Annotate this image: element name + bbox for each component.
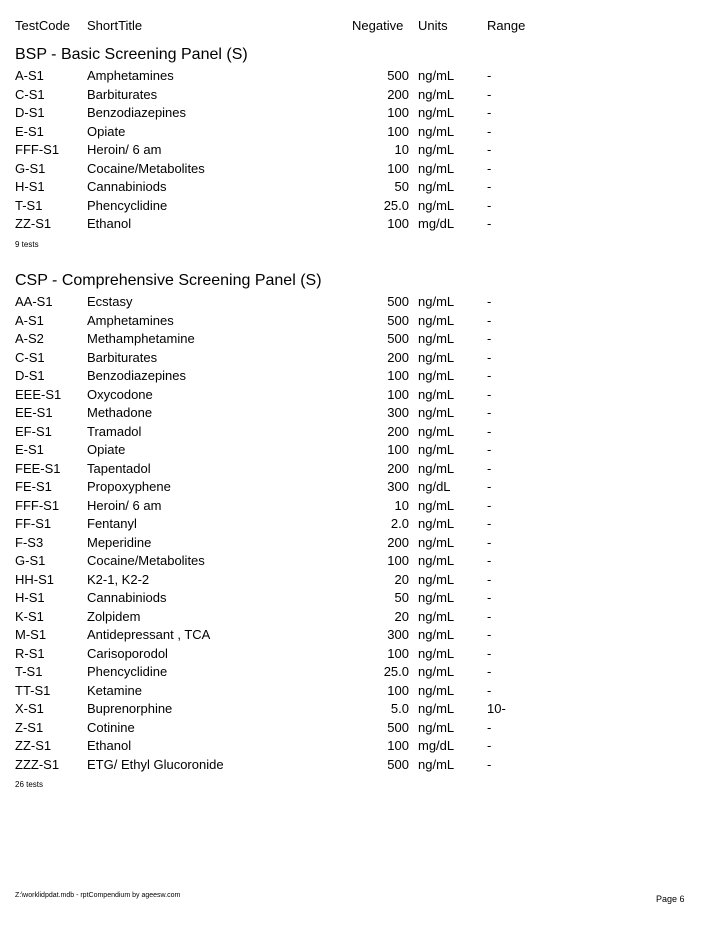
short-title: Cocaine/Metabolites bbox=[87, 160, 205, 176]
test-code: X-S1 bbox=[15, 701, 44, 716]
negative-cutoff: 300 bbox=[387, 627, 409, 642]
table-row bbox=[0, 700, 709, 719]
units: mg/dL bbox=[418, 216, 455, 231]
test-code: EEE-S1 bbox=[15, 386, 62, 402]
negative-cutoff: 100 bbox=[387, 442, 409, 457]
units: ng/mL bbox=[418, 442, 455, 457]
section-title: CSP - Comprehensive Screening Panel (S) bbox=[15, 272, 322, 289]
range: - bbox=[487, 349, 492, 365]
short-title: Heroin/ 6 am bbox=[87, 142, 162, 157]
short-title: Ecstasy bbox=[87, 294, 133, 309]
units: ng/mL bbox=[418, 68, 455, 83]
range: - bbox=[487, 627, 492, 642]
negative-cutoff: 100 bbox=[387, 160, 409, 176]
units: ng/mL bbox=[418, 331, 455, 346]
units: ng/mL bbox=[418, 405, 455, 420]
negative-cutoff: 50 bbox=[394, 590, 409, 605]
units: ng/mL bbox=[418, 534, 455, 550]
units: ng/dL bbox=[418, 479, 451, 494]
units: ng/mL bbox=[418, 664, 455, 679]
range: - bbox=[487, 105, 492, 120]
column-header-range: Range bbox=[487, 18, 526, 33]
negative-cutoff: 100 bbox=[387, 386, 409, 402]
units: ng/mL bbox=[418, 294, 455, 309]
negative-cutoff: 500 bbox=[387, 68, 409, 83]
range: - bbox=[487, 682, 492, 698]
test-code: K-S1 bbox=[15, 608, 44, 624]
negative-cutoff: 100 bbox=[387, 123, 409, 139]
range: - bbox=[487, 590, 492, 605]
table-row bbox=[0, 719, 709, 738]
table-row bbox=[0, 626, 709, 645]
test-code: FF-S1 bbox=[15, 516, 52, 531]
units: ng/mL bbox=[418, 645, 455, 661]
test-count: 26 tests bbox=[15, 780, 44, 789]
range: - bbox=[487, 553, 492, 568]
negative-cutoff: 200 bbox=[387, 423, 409, 439]
test-code: R-S1 bbox=[15, 645, 45, 661]
units: ng/mL bbox=[418, 197, 455, 213]
test-code: M-S1 bbox=[15, 627, 47, 642]
units: ng/mL bbox=[418, 756, 455, 772]
short-title: Phencyclidine bbox=[87, 664, 168, 679]
negative-cutoff: 200 bbox=[387, 534, 409, 550]
range: - bbox=[487, 738, 492, 753]
range: - bbox=[487, 123, 492, 139]
units: ng/mL bbox=[418, 86, 455, 102]
short-title: Opiate bbox=[87, 442, 126, 457]
column-header-negative: Negative bbox=[352, 18, 404, 33]
range: - bbox=[487, 608, 492, 624]
test-count: 9 tests bbox=[15, 240, 39, 249]
range: - bbox=[487, 442, 492, 457]
negative-cutoff: 500 bbox=[387, 331, 409, 346]
range: - bbox=[487, 368, 492, 383]
short-title: Cotinine bbox=[87, 719, 135, 735]
short-title: Propoxyphene bbox=[87, 479, 171, 494]
units: ng/mL bbox=[418, 123, 455, 139]
table-row bbox=[0, 682, 709, 701]
test-code: ZZZ-S1 bbox=[15, 756, 60, 772]
table-row bbox=[0, 178, 709, 197]
range: - bbox=[487, 516, 492, 531]
short-title: Cocaine/Metabolites bbox=[87, 553, 205, 568]
range: - bbox=[487, 423, 492, 439]
table-row bbox=[0, 534, 709, 553]
test-code: E-S1 bbox=[15, 123, 44, 139]
test-code: H-S1 bbox=[15, 590, 45, 605]
short-title: Amphetamines bbox=[87, 312, 174, 328]
table-row bbox=[0, 423, 709, 442]
test-code: D-S1 bbox=[15, 368, 45, 383]
table-row bbox=[0, 515, 709, 534]
table-row bbox=[0, 160, 709, 179]
range: - bbox=[487, 460, 492, 476]
table-row bbox=[0, 386, 709, 405]
units: ng/mL bbox=[418, 497, 455, 513]
section-rows bbox=[0, 293, 709, 774]
test-code: A-S1 bbox=[15, 312, 44, 328]
table-row bbox=[0, 123, 709, 142]
range: - bbox=[487, 719, 492, 735]
short-title: Ethanol bbox=[87, 738, 132, 753]
short-title: Tramadol bbox=[87, 423, 142, 439]
range: - bbox=[487, 756, 492, 772]
negative-cutoff: 300 bbox=[387, 479, 409, 494]
short-title: Buprenorphine bbox=[87, 701, 173, 716]
units: ng/mL bbox=[418, 312, 455, 328]
short-title: Barbiturates bbox=[87, 349, 158, 365]
range: - bbox=[487, 142, 492, 157]
units: ng/mL bbox=[418, 553, 455, 568]
units: ng/mL bbox=[418, 719, 455, 735]
short-title: Amphetamines bbox=[87, 68, 174, 83]
table-row bbox=[0, 645, 709, 664]
table-row bbox=[0, 497, 709, 516]
test-code: C-S1 bbox=[15, 86, 45, 102]
range: - bbox=[487, 68, 492, 83]
table-row bbox=[0, 478, 709, 497]
short-title: Methadone bbox=[87, 405, 153, 420]
short-title: Zolpidem bbox=[87, 608, 141, 624]
table-row bbox=[0, 141, 709, 160]
test-code: EE-S1 bbox=[15, 405, 53, 420]
test-code: ZZ-S1 bbox=[15, 216, 52, 231]
short-title: Phencyclidine bbox=[87, 197, 168, 213]
table-row bbox=[0, 312, 709, 331]
table-row bbox=[0, 349, 709, 368]
negative-cutoff: 300 bbox=[387, 405, 409, 420]
short-title: Benzodiazepines bbox=[87, 105, 187, 120]
units: ng/mL bbox=[418, 423, 455, 439]
range: - bbox=[487, 197, 492, 213]
units: ng/mL bbox=[418, 349, 455, 365]
short-title: Cannabiniods bbox=[87, 179, 167, 194]
table-row bbox=[0, 663, 709, 682]
range: - bbox=[487, 294, 492, 309]
negative-cutoff: 500 bbox=[387, 719, 409, 735]
table-row bbox=[0, 67, 709, 86]
test-code: EF-S1 bbox=[15, 423, 52, 439]
units: ng/mL bbox=[418, 627, 455, 642]
table-row bbox=[0, 608, 709, 627]
units: ng/mL bbox=[418, 460, 455, 476]
table-row bbox=[0, 737, 709, 756]
short-title: Tapentadol bbox=[87, 460, 151, 476]
range: 10- bbox=[487, 701, 506, 716]
negative-cutoff: 500 bbox=[387, 294, 409, 309]
table-row bbox=[0, 367, 709, 386]
table-row bbox=[0, 86, 709, 105]
short-title: Heroin/ 6 am bbox=[87, 497, 162, 513]
test-code: Z-S1 bbox=[15, 719, 44, 735]
units: ng/mL bbox=[418, 701, 455, 716]
short-title: Oxycodone bbox=[87, 386, 153, 402]
table-row bbox=[0, 571, 709, 590]
short-title: Cannabiniods bbox=[87, 590, 167, 605]
negative-cutoff: 50 bbox=[394, 179, 409, 194]
table-row bbox=[0, 330, 709, 349]
negative-cutoff: 10 bbox=[394, 142, 409, 157]
units: ng/mL bbox=[418, 386, 455, 402]
negative-cutoff: 200 bbox=[387, 349, 409, 365]
units: ng/mL bbox=[418, 368, 455, 383]
page-number: Page 6 bbox=[656, 894, 685, 904]
test-code: FE-S1 bbox=[15, 479, 52, 494]
units: ng/mL bbox=[418, 590, 455, 605]
short-title: Carisoporodol bbox=[87, 645, 168, 661]
table-row bbox=[0, 215, 709, 234]
range: - bbox=[487, 86, 492, 102]
negative-cutoff: 20 bbox=[394, 571, 409, 587]
units: ng/mL bbox=[418, 160, 455, 176]
range: - bbox=[487, 160, 492, 176]
test-code: TT-S1 bbox=[15, 682, 51, 698]
table-row bbox=[0, 756, 709, 775]
range: - bbox=[487, 216, 492, 231]
table-row bbox=[0, 293, 709, 312]
negative-cutoff: 2.0 bbox=[390, 516, 409, 531]
negative-cutoff: 100 bbox=[387, 105, 409, 120]
table-row bbox=[0, 589, 709, 608]
column-header-testcode: TestCode bbox=[15, 18, 70, 33]
column-header-shorttitle: ShortTitle bbox=[87, 18, 143, 33]
short-title: Ketamine bbox=[87, 682, 142, 698]
units: ng/mL bbox=[418, 571, 455, 587]
test-code: ZZ-S1 bbox=[15, 738, 52, 753]
negative-cutoff: 100 bbox=[387, 553, 409, 568]
negative-cutoff: 25.0 bbox=[383, 664, 409, 679]
units: ng/mL bbox=[418, 682, 455, 698]
units: ng/mL bbox=[418, 608, 455, 624]
test-code: C-S1 bbox=[15, 349, 45, 365]
test-code: T-S1 bbox=[15, 664, 43, 679]
units: ng/mL bbox=[418, 179, 455, 194]
short-title: Barbiturates bbox=[87, 86, 158, 102]
short-title: Antidepressant , TCA bbox=[87, 627, 211, 642]
negative-cutoff: 10 bbox=[394, 497, 409, 513]
negative-cutoff: 100 bbox=[387, 682, 409, 698]
test-code: HH-S1 bbox=[15, 571, 55, 587]
test-code: AA-S1 bbox=[15, 294, 53, 309]
range: - bbox=[487, 405, 492, 420]
negative-cutoff: 5.0 bbox=[390, 701, 409, 716]
units: mg/dL bbox=[418, 738, 455, 753]
short-title: ETG/ Ethyl Glucoronide bbox=[87, 756, 224, 772]
table-row bbox=[0, 197, 709, 216]
column-header-units: Units bbox=[418, 18, 448, 33]
negative-cutoff: 25.0 bbox=[383, 197, 409, 213]
short-title: Benzodiazepines bbox=[87, 368, 187, 383]
test-code: T-S1 bbox=[15, 197, 43, 213]
test-code: H-S1 bbox=[15, 179, 45, 194]
negative-cutoff: 500 bbox=[387, 756, 409, 772]
short-title: Meperidine bbox=[87, 534, 152, 550]
range: - bbox=[487, 331, 492, 346]
table-row bbox=[0, 441, 709, 460]
test-code: G-S1 bbox=[15, 160, 46, 176]
test-code: G-S1 bbox=[15, 553, 46, 568]
range: - bbox=[487, 497, 492, 513]
negative-cutoff: 100 bbox=[387, 645, 409, 661]
range: - bbox=[487, 534, 492, 550]
short-title: Opiate bbox=[87, 123, 126, 139]
range: - bbox=[487, 664, 492, 679]
units: ng/mL bbox=[418, 516, 455, 531]
range: - bbox=[487, 571, 492, 587]
range: - bbox=[487, 312, 492, 328]
test-code: A-S2 bbox=[15, 331, 44, 346]
negative-cutoff: 100 bbox=[387, 738, 409, 753]
table-row bbox=[0, 460, 709, 479]
range: - bbox=[487, 386, 492, 402]
test-code: F-S3 bbox=[15, 534, 44, 550]
test-code: E-S1 bbox=[15, 442, 44, 457]
negative-cutoff: 500 bbox=[387, 312, 409, 328]
short-title: K2-1, K2-2 bbox=[87, 571, 150, 587]
negative-cutoff: 200 bbox=[387, 460, 409, 476]
footer-source: Z:\worklidpdat.mdb - rptCompendium by ageesw.com bbox=[15, 892, 181, 899]
negative-cutoff: 200 bbox=[387, 86, 409, 102]
short-title: Fentanyl bbox=[87, 516, 137, 531]
table-row bbox=[0, 104, 709, 123]
range: - bbox=[487, 179, 492, 194]
short-title: Ethanol bbox=[87, 216, 132, 231]
test-code: FFF-S1 bbox=[15, 497, 60, 513]
short-title: Methamphetamine bbox=[87, 331, 195, 346]
table-row bbox=[0, 404, 709, 423]
test-code: FFF-S1 bbox=[15, 142, 60, 157]
test-code: A-S1 bbox=[15, 68, 44, 83]
section-title: BSP - Basic Screening Panel (S) bbox=[15, 46, 248, 63]
test-code: FEE-S1 bbox=[15, 460, 61, 476]
section-rows bbox=[0, 67, 709, 234]
test-code: D-S1 bbox=[15, 105, 45, 120]
range: - bbox=[487, 479, 492, 494]
range: - bbox=[487, 645, 492, 661]
negative-cutoff: 100 bbox=[387, 368, 409, 383]
units: ng/mL bbox=[418, 105, 455, 120]
negative-cutoff: 20 bbox=[394, 608, 409, 624]
table-row bbox=[0, 552, 709, 571]
negative-cutoff: 100 bbox=[387, 216, 409, 231]
units: ng/mL bbox=[418, 142, 455, 157]
